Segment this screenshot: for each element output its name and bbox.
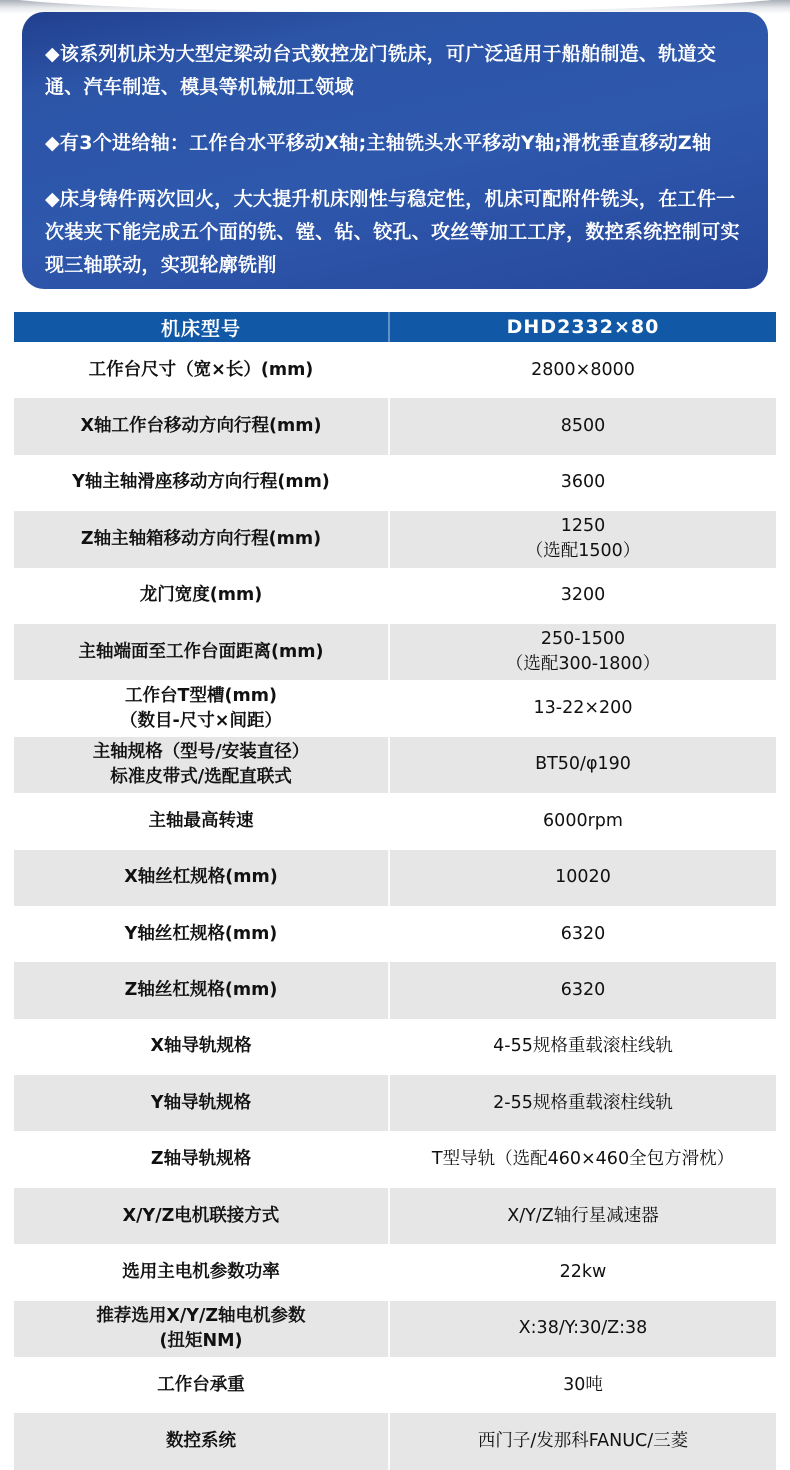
row-value-line: 6000rpm <box>543 810 623 831</box>
row-label <box>14 1357 390 1413</box>
row-label <box>14 624 390 680</box>
row-value-line: 6320 <box>560 923 606 944</box>
row-label <box>14 511 390 567</box>
product-intro-panel <box>22 12 768 289</box>
row-label <box>14 737 390 793</box>
row-value-line: 3200 <box>560 585 606 606</box>
row-value <box>390 398 776 454</box>
row-value <box>390 1357 776 1413</box>
row-label <box>14 1244 390 1300</box>
row-label-line: X轴导轨规格 <box>150 1036 252 1057</box>
row-value-line: 6320 <box>560 979 606 1000</box>
row-value <box>390 568 776 624</box>
row-label-line: 工作台尺寸（宽×长）(mm) <box>88 359 314 380</box>
row-label <box>14 1188 390 1244</box>
row-value-line: BT50/φ190 <box>535 754 631 775</box>
table-row <box>14 455 776 511</box>
table-row <box>14 1357 776 1413</box>
intro-bullet: ◆有3个进给轴：工作台水平移动X轴;主轴铣头水平移动Y轴;滑枕垂直移动Z轴 <box>45 132 712 154</box>
row-label-line: 推荐选用X/Y/Z轴电机参数 <box>96 1305 306 1326</box>
row-label-line: Y轴丝杠规格(mm) <box>124 923 278 944</box>
row-value-line: 1250 <box>560 516 606 537</box>
header-model-value: DHD2332×80 <box>506 316 660 338</box>
row-label-line: Z轴丝杠规格(mm) <box>124 979 278 1000</box>
row-label-line: 数控系统 <box>166 1431 236 1452</box>
table-row <box>14 1188 776 1244</box>
table-row <box>14 1301 776 1357</box>
row-label-line: 选用主电机参数功率 <box>122 1261 280 1282</box>
row-value-line: 8500 <box>560 416 606 437</box>
table-row <box>14 850 776 906</box>
row-label <box>14 906 390 962</box>
table-row <box>14 680 776 736</box>
row-label <box>14 962 390 1018</box>
row-value <box>390 737 776 793</box>
row-label-line: (扭矩NM) <box>159 1330 243 1351</box>
row-value-line: 2800×8000 <box>531 359 635 380</box>
spec-table-header <box>14 312 776 342</box>
row-value <box>390 1188 776 1244</box>
row-label <box>14 793 390 849</box>
row-value-line: 2-55规格重载滚柱线轨 <box>493 1092 673 1113</box>
header-model-label: 机床型号 <box>14 312 390 342</box>
row-label-line: 标准皮带式/选配直联式 <box>110 766 292 787</box>
table-row <box>14 624 776 680</box>
row-label-line: 龙门宽度(mm) <box>139 585 263 606</box>
row-label <box>14 568 390 624</box>
row-value <box>390 455 776 511</box>
row-value-line: X:38/Y:30/Z:38 <box>518 1318 648 1339</box>
row-label <box>14 1131 390 1187</box>
row-label <box>14 1301 390 1357</box>
row-value-line: X/Y/Z轴行星减速器 <box>507 1205 659 1226</box>
table-row <box>14 1131 776 1187</box>
row-value-line: 22kw <box>559 1261 607 1282</box>
table-row <box>14 398 776 454</box>
row-value-line: 4-55规格重载滚柱线轨 <box>493 1036 673 1057</box>
table-row <box>14 1075 776 1131</box>
intro-bullets <box>45 38 746 282</box>
row-label <box>14 1019 390 1075</box>
table-row <box>14 511 776 567</box>
table-row <box>14 1019 776 1075</box>
row-label <box>14 1413 390 1469</box>
row-value <box>390 511 776 567</box>
row-value <box>390 1413 776 1469</box>
row-value <box>390 680 776 736</box>
table-row <box>14 962 776 1018</box>
row-value <box>390 793 776 849</box>
row-value <box>390 1244 776 1300</box>
table-row <box>14 342 776 398</box>
row-label <box>14 850 390 906</box>
row-value-line: 10020 <box>555 867 611 888</box>
row-value <box>390 624 776 680</box>
row-label-line: X轴工作台移动方向行程(mm) <box>80 416 322 437</box>
row-label <box>14 455 390 511</box>
row-value <box>390 1019 776 1075</box>
row-value <box>390 342 776 398</box>
row-label-line: 主轴端面至工作台面距离(mm) <box>78 641 324 662</box>
row-label-line: Y轴主轴滑座移动方向行程(mm) <box>72 472 330 493</box>
row-value <box>390 906 776 962</box>
row-label <box>14 398 390 454</box>
row-value-line: 西门子/发那科FANUC/三菱 <box>477 1431 689 1452</box>
row-value <box>390 1301 776 1357</box>
spec-table <box>14 312 776 1470</box>
row-value <box>390 1131 776 1187</box>
row-label <box>14 680 390 736</box>
row-value-line: 30吨 <box>563 1374 603 1395</box>
row-label-line: （数目-尺寸×间距） <box>120 710 282 731</box>
row-label <box>14 342 390 398</box>
spec-table-body <box>14 342 776 1470</box>
row-label-line: 主轴最高转速 <box>148 810 254 831</box>
row-value-line: T型导轨（选配460×460全包方滑枕） <box>431 1149 735 1170</box>
row-label-line: 工作台承重 <box>157 1374 245 1395</box>
row-label-line: 工作台T型槽(mm) <box>125 685 277 706</box>
intro-bullet: ◆床身铸件两次回火，大大提升机床刚性与稳定性，机床可配附件铣头，在工件一次装夹下能完成五个面的铣、镗、钻、铰孔、攻丝等加工工序，数控系统控制可实现三轴联动，实现轮廓铣削 <box>45 188 740 276</box>
row-label-line: X/Y/Z电机联接方式 <box>122 1205 280 1226</box>
table-row <box>14 793 776 849</box>
row-label-line: Y轴导轨规格 <box>150 1092 252 1113</box>
row-label-line: X轴丝杠规格(mm) <box>124 867 278 888</box>
table-row <box>14 1413 776 1469</box>
row-value <box>390 1075 776 1131</box>
row-value-line: （选配300-1800） <box>505 654 661 675</box>
row-value-line: 3600 <box>560 472 606 493</box>
table-row <box>14 1244 776 1300</box>
row-label-line: 主轴规格（型号/安装直径） <box>92 741 310 762</box>
table-row <box>14 568 776 624</box>
intro-bullet: ◆该系列机床为大型定梁动台式数控龙门铣床，可广泛适用于船舶制造、轨道交通、汽车制造、模具等机械加工领域 <box>45 43 717 98</box>
table-row <box>14 906 776 962</box>
row-label <box>14 1075 390 1131</box>
table-row <box>14 737 776 793</box>
row-value <box>390 850 776 906</box>
row-label-line: Z轴导轨规格 <box>150 1149 252 1170</box>
row-value-line: 250-1500 <box>540 629 626 650</box>
row-value-line: （选配1500） <box>525 541 641 562</box>
row-label-line: Z轴主轴箱移动方向行程(mm) <box>80 528 322 549</box>
row-value-line: 13-22×200 <box>533 698 633 719</box>
row-value <box>390 962 776 1018</box>
